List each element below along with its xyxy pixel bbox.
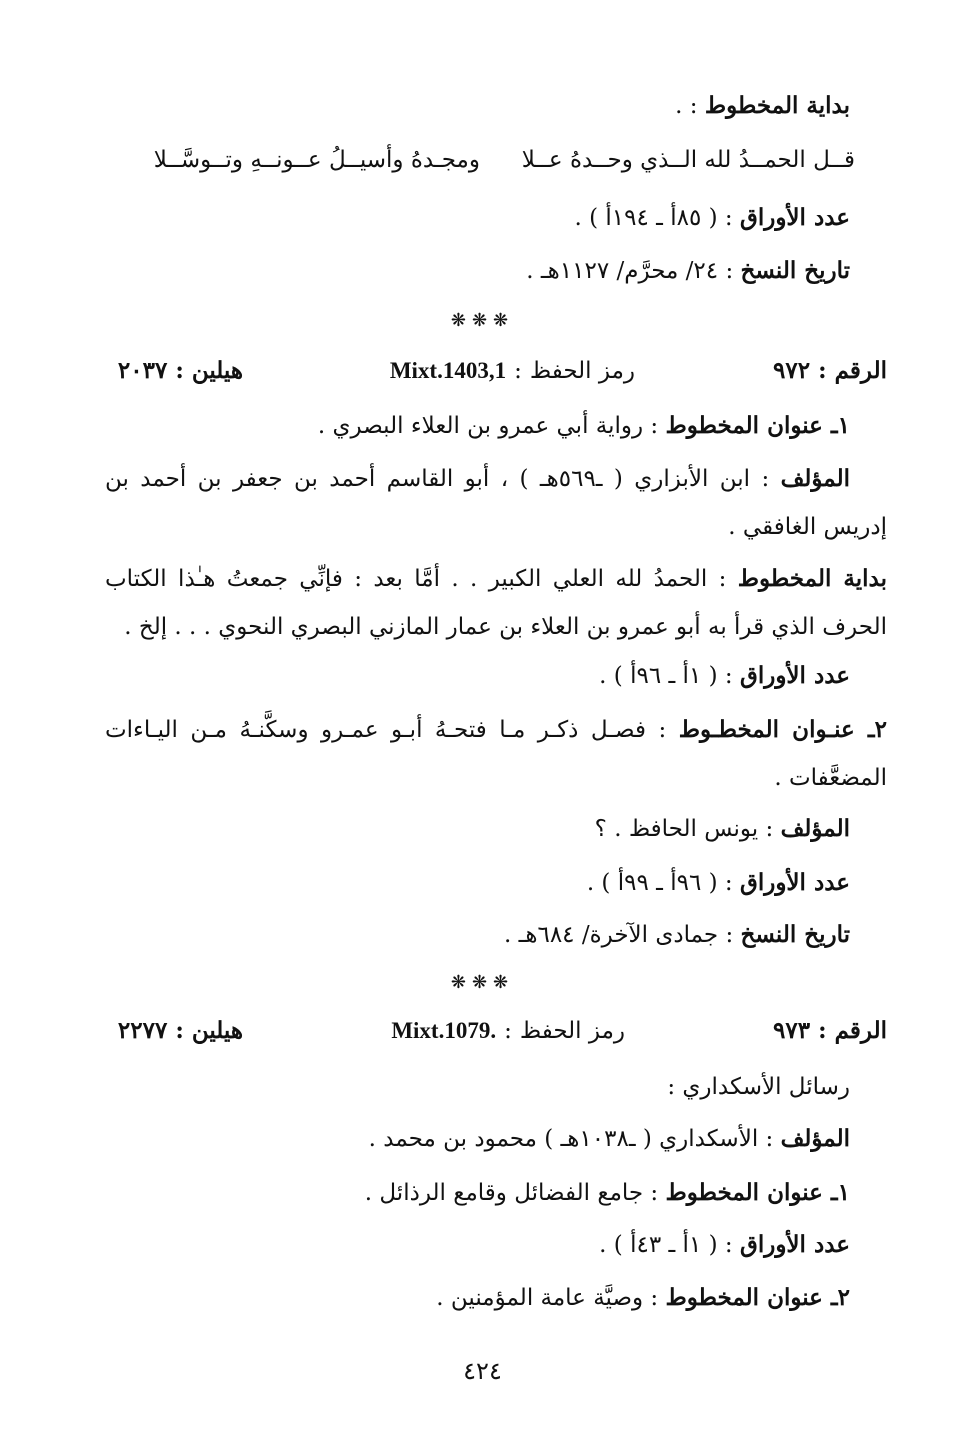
entry-972-author-line-2: إدريس الغافقي . [728,514,887,540]
entry-972-title-1: ١ـ عنوان المخطوط : رواية أبي عمرو بن العلاء البصري . [317,412,850,439]
entry-972-title-2-line-1: ٢ـ عنـوان المخطـوط : فصـل ذكـر مـا فتحـهُ أبـو عمـرو وسكَّنـهُ مـن اليـاءات [105,716,888,743]
entry-972-folios-2: عدد الأوراق : ( ٩٦أ ـ ٩٩أ ) . [586,869,850,896]
copy-date-label: تاريخ النسخ [740,257,850,284]
verse-left-hemistich: ومجـدهُ وأسيــلُ عــونــهِ وتــوسَّــلا [153,147,480,173]
separator-stars: ❋❋❋ [450,972,515,993]
verse-right-hemistich: قــل الحمــدُ لله الــذي وحــدهُ عــلا [521,147,855,173]
entry-973-helin: هيلين : ٢٢٧٧ [117,1017,243,1044]
entry-973-folios: عدد الأوراق : ( ١أ ـ ٤٣أ ) . [599,1231,850,1258]
beginning-label: بداية المخطوط [704,92,850,119]
entry-972-beginning-line-2: الحرف الذي قرأ به أبو عمرو بن العلاء بن عمار المازني البصري النحوي . . . إلخ . [124,614,887,640]
folios-line [574,201,850,235]
page-number: ٤٢٤ [463,1357,502,1385]
entry-973-shelfmark: رمز الحفظ : Mixt.1079. [391,1018,625,1044]
entry-972-author-2: المؤلف : يونس الحافظ . ؟ [594,815,850,842]
folios-label: عدد الأوراق [739,204,850,231]
folios-value: : ( ٨٥أ ـ ١٩٤أ ) . [574,205,733,231]
beginning-line [675,89,850,123]
entry-972-copy-date: تاريخ النسخ : جمادى الآخرة/ ٦٨٤هـ . [503,921,850,948]
entry-972-number: الرقم : ٩٧٢ [773,357,887,384]
entry-973-title-2: ٢ـ عنوان المخطوط : وصيَّة عامة المؤمنين . [436,1284,850,1311]
entry-973-author: المؤلف : الأسكداري ( ـ١٠٣٨هـ ) محمود بن محمد . [368,1125,850,1152]
entry-972-beginning-line-1: بداية المخطوط : الحمدُ لله العلي الكبير . . أمَّا بعد : فإنِّي جمعتُ هـٰذا الكتاب [105,565,887,592]
entry-972-shelfmark: رمز الحفظ : Mixt.1403,1 [389,358,635,384]
entry-973-title-1: ١ـ عنوان المخطوط : جامع الفضائل وقامع الرذائل . [364,1179,850,1206]
entry-972-helin: هيلين : ٢٠٣٧ [117,357,243,384]
copy-date-line [526,254,850,288]
separator-stars: ❋❋❋ [450,310,515,331]
entry-972-author-line-1: المؤلف : ابن الأبزاري ( ـ٥٦٩هـ ) ، أبو القاسم أحمد بن جعفر بن أحمد بن [105,465,850,492]
entry-972-title-2-line-2: المضعَّفات . [774,765,887,791]
beginning-value: : . [675,93,698,119]
entry-973-collection: رسائل الأسكداري : [667,1074,850,1100]
entry-972-folios-1: عدد الأوراق : ( ١أ ـ ٩٦أ ) . [599,662,850,689]
entry-973-number: الرقم : ٩٧٣ [773,1017,887,1044]
copy-date-value: : ٢٤/ محرَّم/ ١١٢٧هـ . [526,258,734,284]
